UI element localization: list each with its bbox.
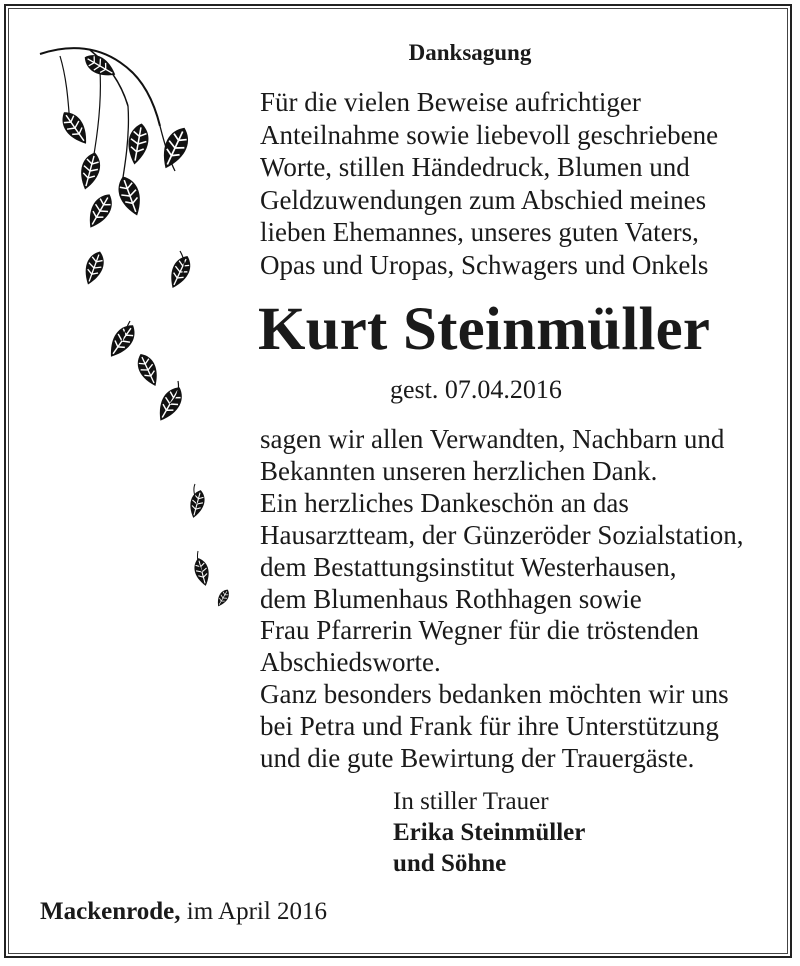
signature-mourning-line: In stiller Trauer [393, 788, 549, 815]
body-line: Hausarztteam, der Günzeröder Sozialstation, [260, 519, 744, 550]
intro-line: lieben Ehemannes, unseres guten Vaters, [260, 217, 699, 247]
intro-line: Worte, stillen Händedruck, Blumen und [260, 152, 690, 182]
body-text [260, 424, 785, 775]
signature-widow-name: Erika Steinmüller [393, 819, 586, 846]
body-line: Abschiedsworte. [260, 647, 441, 678]
body-line: Ein herzliches Dankeschön an das [260, 487, 629, 518]
body-line: Ganz besonders bedanken möchten wir uns [260, 679, 729, 710]
body-line: sagen wir allen Verwandten, Nachbarn und [260, 424, 725, 454]
falling-birch-leaves-icon [30, 36, 250, 616]
intro-line: Anteilnahme sowie liebevoll geschriebene [260, 119, 719, 150]
signature-block [393, 786, 585, 879]
body-line: bei Petra und Frank für ihre Unterstützung [260, 711, 719, 742]
place-and-date [40, 896, 327, 928]
body-line: dem Blumenhaus Rothhagen sowie [260, 583, 642, 614]
body-line: Bekannten unseren herzlichen Dank. [260, 455, 658, 486]
signature-sons: und Söhne [393, 850, 507, 877]
body-line: Frau Pfarrerin Wegner für die tröstenden [260, 615, 699, 646]
intro-text [260, 86, 780, 281]
notice-date: im April 2016 [186, 898, 328, 925]
body-line: und die gute Bewirtung der Trauergäste. [260, 743, 695, 774]
deceased-name: Kurt Steinmüller [258, 296, 711, 363]
place-name: Mackenrode, [40, 898, 181, 925]
intro-line: Für die vielen Beweise aufrichtiger [260, 87, 641, 117]
intro-line: Opas und Uropas, Schwagers und Onkels [260, 249, 709, 280]
intro-line: Geldzuwendungen zum Abschied meines [260, 184, 707, 215]
notice-heading: Danksagung [408, 40, 532, 65]
death-date: gest. 07.04.2016 [390, 375, 562, 404]
body-line: dem Bestattungsinstitut Westerhausen, [260, 551, 677, 582]
